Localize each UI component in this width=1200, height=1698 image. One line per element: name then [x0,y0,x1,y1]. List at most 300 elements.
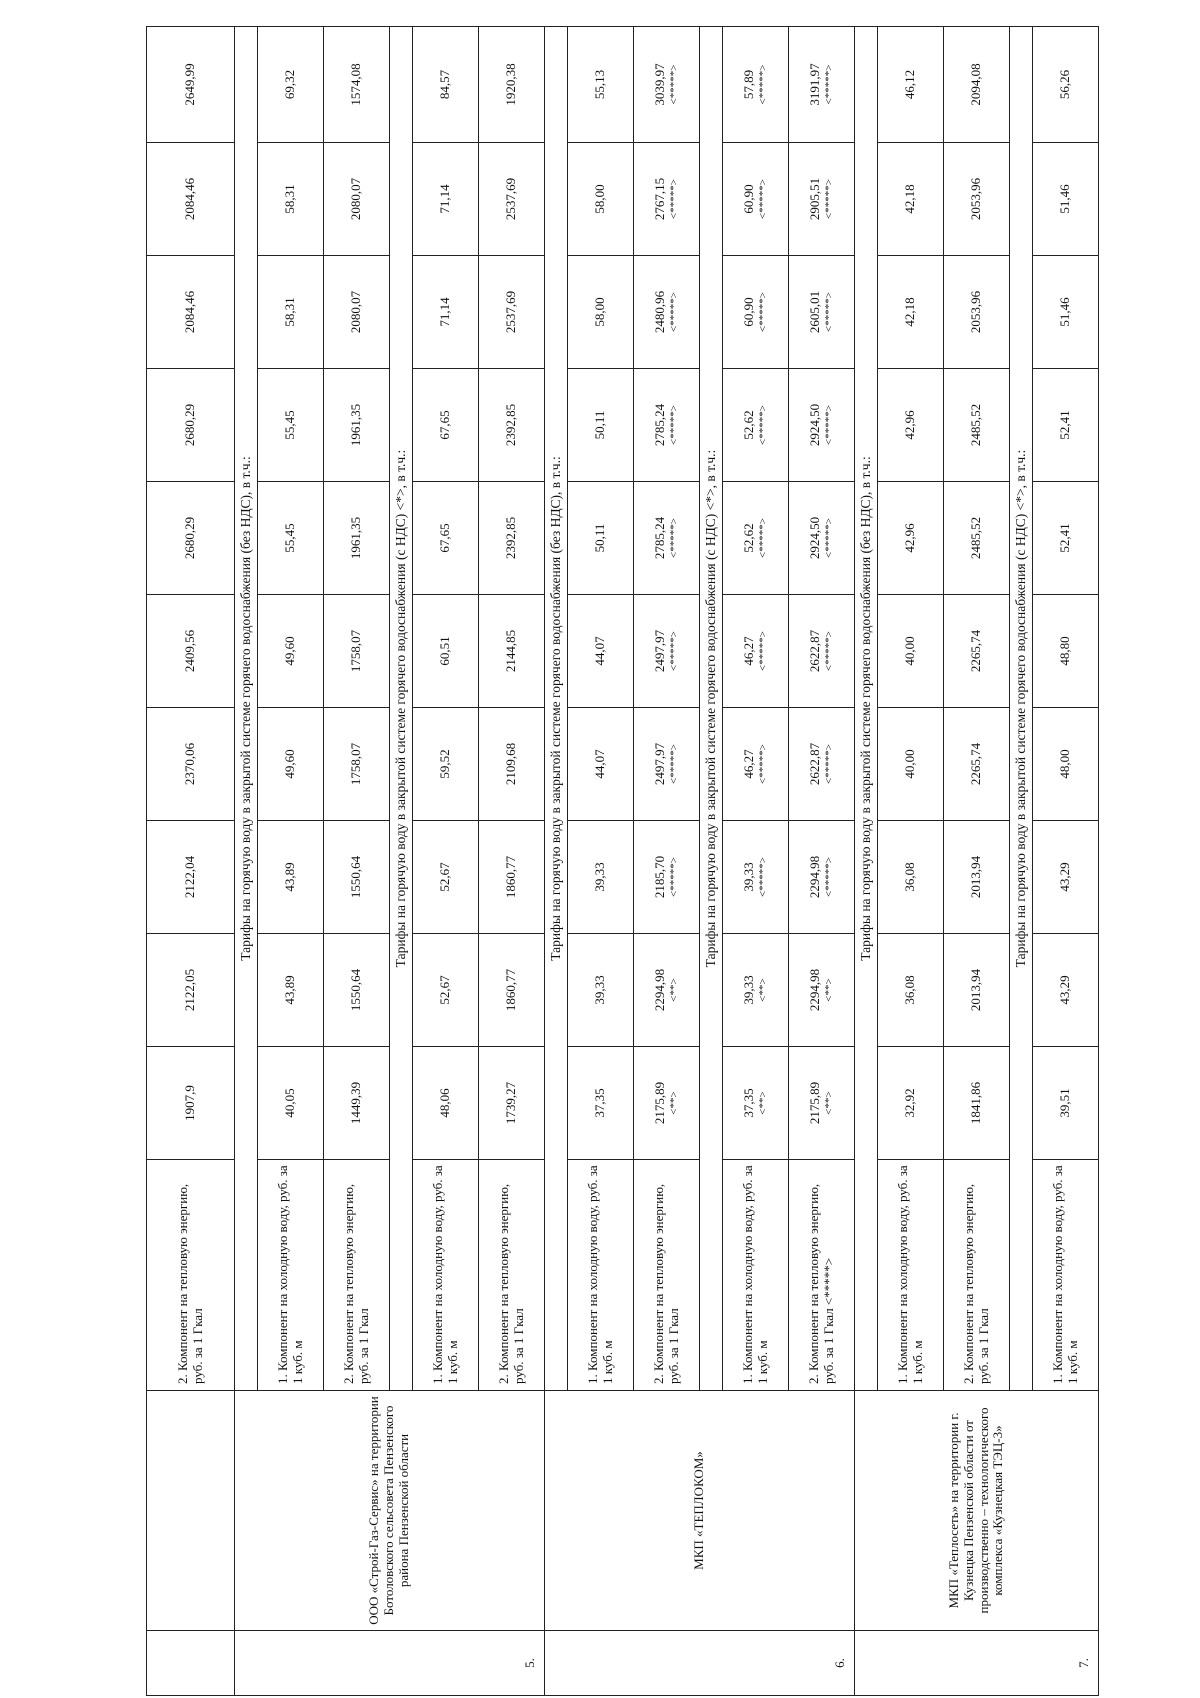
tariff-value: 58,00 [592,184,608,214]
tariff-value: 2392,85 [503,403,519,447]
footnote-marker: <*****> [667,64,680,105]
footnote-marker: <*****> [756,64,769,105]
tariff-value: 43,29 [1057,862,1073,892]
tariff-value-cell [789,143,855,256]
tariff-value: 52,67 [437,975,453,1005]
tariff-value: 2294,98 [806,855,822,899]
tariff-value-cell [723,482,789,595]
tariff-value-cell [324,369,390,482]
tariff-value: 50,11 [592,410,608,440]
footnote-marker: <*****> [822,64,835,105]
row-description: 2. Компонент на тепловую энергию, руб. за 1 Гкал [479,1160,545,1391]
tariff-value-cell [258,482,324,595]
footnote-marker: <*****> [756,179,769,219]
tariff-value-cell [258,369,324,482]
tariff-value: 42,96 [902,410,918,440]
footnote-marker: <*****> [756,405,769,445]
tariff-value-cell [413,482,479,595]
tariff-value-cell [258,821,324,934]
tariff-value: 1860,77 [503,968,519,1012]
row-description: 1. Компонент на холодную воду, руб. за 1 куб. м [258,1160,324,1391]
tariff-value: 2013,94 [968,968,984,1012]
tariff-value-cell [568,595,634,708]
footnote-marker: <*****> [667,518,680,558]
tariff-value-cell [789,934,855,1047]
tariff-value-cell [1033,595,1099,708]
tariff-value-cell [723,369,789,482]
tariff-value-cell [789,821,855,934]
tariff-value: 36,08 [902,862,918,892]
tariff-value: 46,12 [902,69,918,100]
tariff-value-cell [944,934,1010,1047]
tariff-value: 2080,07 [348,290,364,334]
row-description: 2. Компонент на тепловую энергию, руб. за 1 Гкал [634,1160,700,1391]
tariff-value: 2094,08 [968,63,984,106]
tariff-value-cell [723,256,789,369]
organization-name: МКП «Теплосеть» на территории г. Кузнецка Пензенской области от производственно – технологического комплекса «Кузнецкая ТЭЦ-3» [855,1391,1099,1631]
tariff-value: 48,00 [1057,749,1073,779]
tariff-value-cell [479,256,545,369]
row-description: 2. Компонент на тепловую энергию, руб. за 1 Гкал [324,1160,390,1391]
tariff-value-cell [1033,1047,1099,1160]
footnote-marker: <*****> [756,292,769,332]
tariff-value: 46,27 [740,636,756,666]
tariff-value-cell [479,1047,545,1160]
tariff-value: 2185,70 [651,855,667,899]
tariff-value-cell [944,256,1010,369]
tariff-value: 2767,15 [651,177,667,221]
tariff-value: 44,07 [592,749,608,779]
row-description: 1. Компонент на холодную воду, руб. за 1 куб. м [568,1160,634,1391]
footnote-marker: <**> [667,1091,680,1115]
footnote-marker: <*****> [822,518,835,558]
footnote-marker: <*****> [822,179,835,219]
tariff-value: 1920,38 [503,63,519,106]
tariff-value-cell [944,821,1010,934]
tariff-value: 39,51 [1057,1088,1073,1118]
row-description: 2. Компонент на тепловую энергию, руб. за 1 Гкал <*****> [789,1160,855,1391]
tariff-value-cell [634,1047,700,1160]
tariff-value: 2084,46 [182,290,198,334]
tariff-value: 1449,39 [348,1081,364,1125]
tariff-value: 1907,9 [182,1085,198,1121]
tariff-value: 2144,85 [503,629,519,673]
tariff-value-cell [789,27,855,143]
table-body [147,27,1099,1696]
tariff-value-cell [324,143,390,256]
footnote-marker: <*****> [667,405,680,445]
tariff-value: 1550,64 [348,855,364,899]
tariff-value: 57,89 [740,69,756,100]
footnote-marker: <*****> [822,857,835,897]
footnote-marker: <*****> [667,744,680,784]
tariff-value: 2497,97 [651,742,667,786]
tariff-value: 60,90 [740,297,756,327]
footnote-marker: <*****> [822,292,835,332]
tariff-value-cell [634,708,700,821]
tariff-value-cell [147,708,235,821]
tariff-value-cell [878,1047,944,1160]
tariff-value: 2485,52 [968,403,984,447]
tariff-value: 40,00 [902,749,918,779]
tariff-value-cell [789,1047,855,1160]
tariff-value: 36,08 [902,975,918,1005]
tariff-value-cell [324,934,390,1047]
tariff-value: 55,13 [592,69,608,100]
tariff-value-cell [944,708,1010,821]
org-cell [147,1391,235,1631]
tariff-value: 55,45 [282,523,298,553]
tariff-value: 2175,89 [806,1081,822,1125]
tariff-value-cell [413,27,479,143]
tariff-value: 56,26 [1057,69,1073,100]
footnote-marker: <*****> [822,405,835,445]
tariff-value-cell [568,1047,634,1160]
tariff-value: 40,05 [282,1088,298,1118]
tariff-value: 2537,69 [503,177,519,221]
tariff-value: 2392,85 [503,516,519,560]
tariff-value: 2053,96 [968,290,984,334]
tariff-value-cell [878,256,944,369]
tariff-value-cell [258,143,324,256]
tariff-value-cell [147,256,235,369]
row-index: 5. [235,1631,545,1696]
tariff-value-cell [944,27,1010,143]
tariff-value-cell [258,595,324,708]
tariff-value: 2080,07 [348,177,364,221]
tariff-value: 2294,98 [651,968,667,1012]
section-title: Тарифы на горячую воду в закрытой системе горячего водоснабжения (с НДС) <*>, в т.ч.: [700,27,723,1391]
tariff-value-cell [878,27,944,143]
tariff-value: 2053,96 [968,177,984,221]
tariff-value: 1574,08 [348,63,364,106]
section-title: Тарифы на горячую воду в закрытой системе горячего водоснабжения (без НДС), в т.ч.: [855,27,878,1391]
tariff-value: 2924,50 [806,516,822,560]
rotated-table-container [146,30,1092,1696]
tariff-value-cell [413,369,479,482]
tariff-value-cell [568,143,634,256]
tariff-value-cell [568,821,634,934]
tariff-value-cell [789,256,855,369]
tariff-value-cell [634,143,700,256]
tariff-value: 37,35 [740,1088,756,1118]
row-description: 1. Компонент на холодную воду, руб. за 1 куб. м [1033,1160,1099,1391]
tariff-value-cell [147,27,235,143]
tariff-value: 71,14 [437,297,453,327]
tariff-value-cell [878,595,944,708]
tariff-value: 1758,07 [348,742,364,786]
footnote-marker: <*****> [822,744,835,784]
tariff-value-cell [1033,934,1099,1047]
tariff-value-cell [634,369,700,482]
tariff-value-cell [147,143,235,256]
tariff-value-cell [413,1047,479,1160]
tariff-table [146,26,1099,1696]
tariff-value: 2122,04 [182,855,198,899]
tariff-value: 1860,77 [503,855,519,899]
tariff-value-cell [479,708,545,821]
row-description: 2. Компонент на тепловую энергию, руб. за 1 Гкал [147,1160,235,1391]
footnote-marker: <*****> [667,631,680,671]
tariff-value-cell [324,482,390,595]
tariff-value-cell [258,27,324,143]
tariff-value: 40,00 [902,636,918,666]
tariff-value-cell [258,256,324,369]
tariff-value-cell [723,821,789,934]
tariff-value: 37,35 [592,1088,608,1118]
footnote-marker: <*****> [667,857,680,897]
tariff-value: 51,46 [1057,184,1073,214]
section-row [545,27,568,1696]
tariff-value-cell [789,595,855,708]
tariff-value-cell [147,934,235,1047]
tariff-value: 46,27 [740,749,756,779]
tariff-value-cell [944,482,1010,595]
tariff-value: 2622,87 [806,629,822,673]
tariff-value-cell [1033,369,1099,482]
tariff-value-cell [634,256,700,369]
tariff-value-cell [789,369,855,482]
footnote-marker: <**> [667,978,680,1002]
tariff-value: 2905,51 [806,177,822,221]
tariff-value-cell [944,595,1010,708]
tariff-value-cell [1033,143,1099,256]
tariff-value: 2785,24 [651,516,667,560]
tariff-value-cell [324,595,390,708]
tariff-value-cell [147,369,235,482]
tariff-value-cell [878,708,944,821]
tariff-value-cell [147,1047,235,1160]
tariff-value-cell [413,595,479,708]
tariff-value: 1758,07 [348,629,364,673]
row-index: 6. [545,1631,855,1696]
tariff-value: 2785,24 [651,403,667,447]
tariff-value-cell [944,143,1010,256]
tariff-value-cell [413,256,479,369]
tariff-value: 2680,29 [182,516,198,560]
tariff-value: 51,46 [1057,297,1073,327]
tariff-value: 1739,27 [503,1081,519,1125]
footnote-marker: <**> [756,1091,769,1115]
tariff-value: 60,90 [740,184,756,214]
tariff-value: 2537,69 [503,290,519,334]
tariff-value: 52,67 [437,862,453,892]
tariff-value-cell [568,27,634,143]
tariff-value-cell [324,821,390,934]
tariff-value: 2924,50 [806,403,822,447]
tariff-value-cell [413,708,479,821]
tariff-value: 60,51 [437,636,453,666]
footnote-marker: <*****> [667,179,680,219]
tariff-value-cell [634,934,700,1047]
row-description: 2. Компонент на тепловую энергию, руб. за 1 Гкал [944,1160,1010,1391]
tariff-value-cell [568,934,634,1047]
row-index: 7. [855,1631,1099,1696]
tariff-value: 42,18 [902,184,918,214]
tariff-value-cell [878,143,944,256]
tariff-value-cell [568,369,634,482]
tariff-value: 2485,52 [968,516,984,560]
tariff-value-cell [878,482,944,595]
organization-name: МКП «ТЕПЛОКОМ» [545,1391,855,1631]
tariff-value-cell [324,27,390,143]
tariff-value: 39,33 [740,975,756,1005]
tariff-value: 2265,74 [968,629,984,673]
tariff-value: 1550,64 [348,968,364,1012]
tariff-value: 52,41 [1057,410,1073,440]
tariff-value: 39,33 [592,975,608,1005]
row-description: 1. Компонент на холодную воду, руб. за 1 куб. м [723,1160,789,1391]
table-row [147,27,235,1696]
tariff-value: 43,89 [282,862,298,892]
tariff-value: 50,11 [592,523,608,553]
tariff-value-cell [634,482,700,595]
tariff-value-cell [634,27,700,143]
row-description: 1. Компонент на холодную воду, руб. за 1 куб. м [878,1160,944,1391]
tariff-value-cell [634,595,700,708]
tariff-value-cell [479,143,545,256]
tariff-value: 49,60 [282,636,298,666]
section-row [235,27,258,1696]
tariff-value-cell [944,369,1010,482]
tariff-value: 58,00 [592,297,608,327]
tariff-value: 48,06 [437,1088,453,1118]
tariff-value-cell [723,1047,789,1160]
tariff-value: 2622,87 [806,742,822,786]
tariff-value-cell [147,821,235,934]
tariff-value: 3191,97 [806,63,822,106]
footnote-marker: <*****> [756,857,769,897]
tariff-value-cell [568,482,634,595]
tariff-value: 59,52 [437,749,453,779]
tariff-value: 49,60 [282,749,298,779]
section-title: Тарифы на горячую воду в закрытой системе горячего водоснабжения (с НДС) <*>, в т.ч.: [390,27,413,1391]
footnote-marker: <*****> [667,292,680,332]
tariff-value-cell [878,369,944,482]
section-row [855,27,878,1696]
tariff-value-cell [258,1047,324,1160]
section-title: Тарифы на горячую воду в закрытой системе горячего водоснабжения (с НДС) <*>, в т.ч.: [1010,27,1033,1391]
tariff-value: 2649,99 [182,63,198,106]
tariff-value-cell [479,821,545,934]
tariff-value: 1961,35 [348,516,364,560]
tariff-value-cell [878,934,944,1047]
tariff-value: 58,31 [282,184,298,214]
footnote-marker: <*****> [756,631,769,671]
tariff-value-cell [723,27,789,143]
tariff-value-cell [147,482,235,595]
tariff-value: 2480,96 [651,290,667,334]
tariff-value: 32,92 [902,1088,918,1118]
footnote-marker: <**> [822,978,835,1002]
tariff-value: 39,33 [740,862,756,892]
tariff-value-cell [413,821,479,934]
tariff-value-cell [1033,482,1099,595]
tariff-value: 42,96 [902,523,918,553]
tariff-value: 48,80 [1057,636,1073,666]
tariff-value-cell [723,143,789,256]
tariff-value-cell [723,934,789,1047]
tariff-value: 2013,94 [968,855,984,899]
tariff-value: 69,32 [282,69,298,100]
tariff-value: 67,65 [437,523,453,553]
tariff-value-cell [1033,27,1099,143]
tariff-value-cell [878,821,944,934]
tariff-value-cell [789,482,855,595]
tariff-value: 2265,74 [968,742,984,786]
tariff-value: 2109,68 [503,742,519,786]
tariff-value: 44,07 [592,636,608,666]
tariff-value-cell [324,256,390,369]
tariff-value: 52,41 [1057,523,1073,553]
tariff-value: 52,62 [740,523,756,553]
tariff-value: 1961,35 [348,403,364,447]
tariff-value: 71,14 [437,184,453,214]
tariff-value: 55,45 [282,410,298,440]
tariff-value-cell [258,708,324,821]
tariff-value: 2497,97 [651,629,667,673]
tariff-value-cell [723,595,789,708]
tariff-value-cell [413,143,479,256]
footnote-marker: <*****> [822,631,835,671]
tariff-value-cell [1033,708,1099,821]
tariff-value: 52,62 [740,410,756,440]
tariff-value: 2409,56 [182,629,198,673]
tariff-value: 67,65 [437,410,453,440]
organization-name: ООО «Строй-Газ-Сервис» на территории Ботоловского сельсовета Пензенского района Пензенской области [235,1391,545,1631]
tariff-value-cell [479,369,545,482]
tariff-value-cell [258,934,324,1047]
section-title: Тарифы на горячую воду в закрытой системе горячего водоснабжения (без НДС), в т.ч.: [545,27,568,1391]
tariff-value: 2605,01 [806,290,822,334]
tariff-value-cell [568,256,634,369]
tariff-value-cell [479,482,545,595]
footnote-marker: <*****> [756,744,769,784]
tariff-value-cell [479,595,545,708]
tariff-value-cell [789,708,855,821]
tariff-value: 84,57 [437,69,453,100]
section-title: Тарифы на горячую воду в закрытой системе горячего водоснабжения (без НДС), в т.ч.: [235,27,258,1391]
tariff-value-cell [413,934,479,1047]
tariff-value: 2084,46 [182,177,198,221]
tariff-value: 2294,98 [806,968,822,1012]
tariff-value-cell [479,934,545,1047]
tariff-value: 2370,06 [182,742,198,786]
footnote-marker: <**> [756,978,769,1002]
tariff-value-cell [944,1047,1010,1160]
tariff-value-cell [1033,256,1099,369]
footnote-marker: <*****> [756,518,769,558]
tariff-value-cell [1033,821,1099,934]
tariff-value: 2175,89 [651,1081,667,1125]
tariff-value: 39,33 [592,862,608,892]
footnote-marker: <**> [822,1091,835,1115]
row-description: 1. Компонент на холодную воду, руб. за 1 куб. м [413,1160,479,1391]
tariff-value: 2122,05 [182,968,198,1012]
tariff-value-cell [147,595,235,708]
tariff-value-cell [568,708,634,821]
tariff-value: 42,18 [902,297,918,327]
tariff-value-cell [324,1047,390,1160]
tariff-value-cell [479,27,545,143]
tariff-value-cell [324,708,390,821]
tariff-value: 2680,29 [182,403,198,447]
index-cell [147,1631,235,1696]
tariff-value: 58,31 [282,297,298,327]
tariff-value: 1841,86 [968,1081,984,1125]
tariff-value-cell [723,708,789,821]
tariff-value: 3039,97 [651,63,667,106]
